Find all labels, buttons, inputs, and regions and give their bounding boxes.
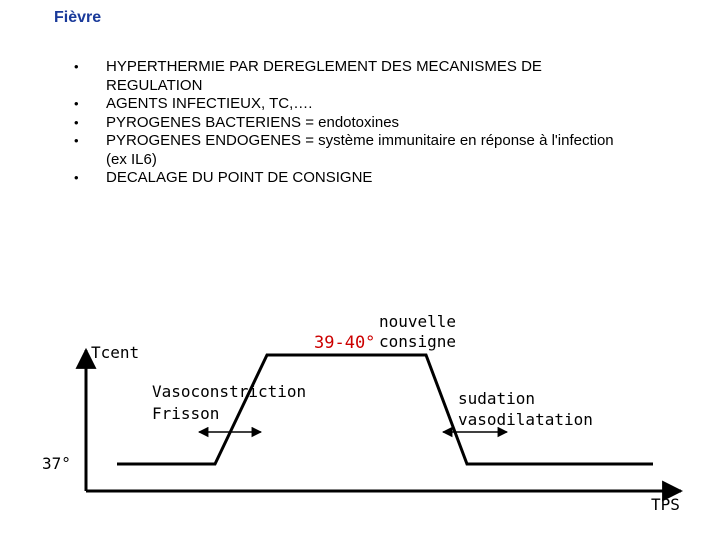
rise-response-line1: Vasoconstriction — [152, 382, 307, 401]
fall-response-line2: vasodilatation — [458, 410, 593, 429]
bullet-text: PYROGENES ENDOGENES = système immunitaire en réponse à l'infection (ex IL6) — [106, 132, 614, 168]
baseline-temperature-label: 37° — [42, 454, 71, 473]
bullet-dot-icon: • — [74, 114, 79, 130]
bullet-dot-icon: • — [74, 59, 79, 74]
bullet-text: DECALAGE DU POINT DE CONSIGNE — [106, 169, 373, 186]
x-axis-label: TPS — [651, 495, 680, 514]
bullet-dot-icon: • — [74, 96, 79, 111]
setpoint-temperature-label: 39-40° — [314, 333, 376, 353]
fall-response-line1: sudation — [458, 389, 536, 408]
setpoint-label-line1: nouvelle — [379, 312, 457, 331]
bullet-dot-icon: • — [74, 170, 79, 185]
slide-title: Fièvre — [54, 9, 102, 26]
rise-response-line2: Frisson — [152, 404, 220, 423]
bullet-text: PYROGENES BACTERIENS = endotoxines — [106, 113, 400, 131]
bullet-text: AGENTS INFECTIEUX, TC,…. — [106, 95, 313, 112]
bullet-text: HYPERTHERMIE PAR DEREGLEMENT DES MECANISMES DE REGULATION — [106, 58, 542, 94]
y-axis-label: Tcent — [91, 343, 140, 362]
setpoint-label-line2: consigne — [379, 332, 457, 351]
bullet-dot-icon: • — [74, 133, 79, 148]
